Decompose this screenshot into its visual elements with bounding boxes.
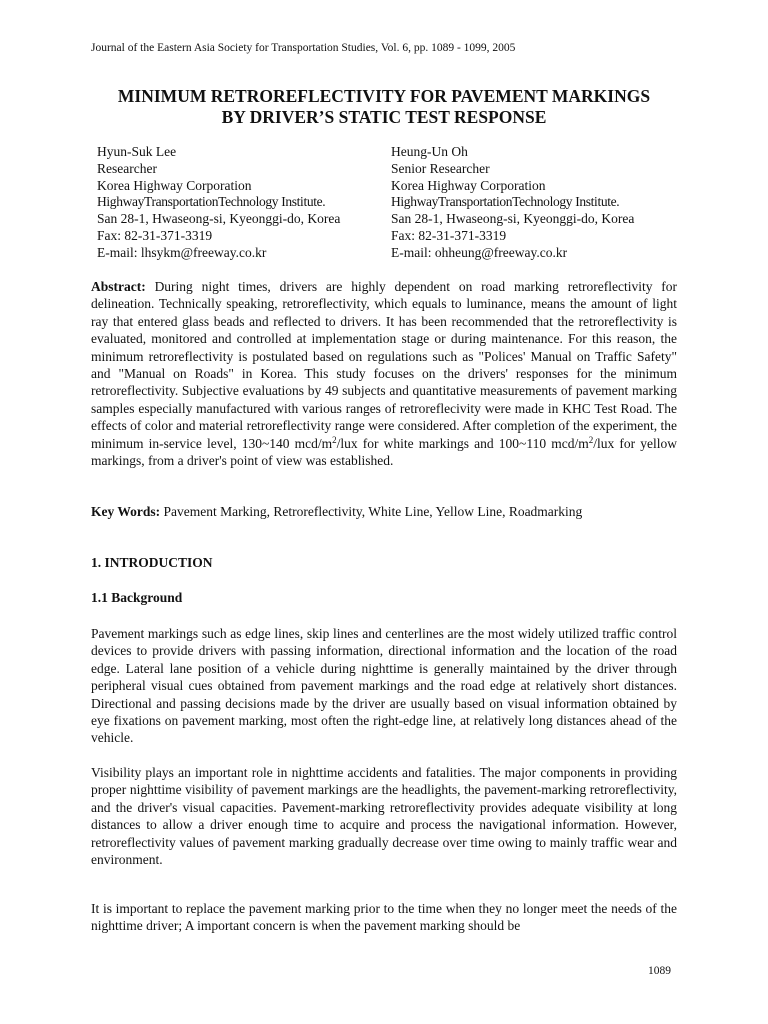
body-paragraph: It is important to replace the pavement marking prior to the time when they no longer meet the needs of the nighttime driver; A important concern is when the pavement marking should be <box>91 901 677 934</box>
title-line: MINIMUM RETROREFLECTIVITY FOR PAVEMENT MARKINGS <box>117 86 651 106</box>
subsection-heading: 1.1 Background <box>91 590 183 605</box>
keywords-text: Pavement Marking, Retroreflectivity, White Line, Yellow Line, Roadmarking <box>163 504 583 519</box>
title-line: BY DRIVER’S STATIC TEST RESPONSE <box>221 107 547 127</box>
author-institute: HighwayTransportationTechnology Institute. <box>97 194 326 210</box>
abstract-text: During night times, drivers are highly dependent on road marking retroreflectivity for delineation. Technically speaking, retroreflectivity, which equals to luminance, means the amount of light ray that entered glass beads and reflected to drivers. It has been recommended that the retroreflectivity is evaluated, monitored and controlled at implementation stage or during maintenance. For this reason, the minimum retroreflectivity is postulated based on regulations such as "Polices' Manual on Traffic Safety" and "Manual on Roads" in Korea. This study focuses on the drivers' responses for the minimum retroreflectivity. Subjective evaluations by 49 subjects and quantitative measurements of pavement marking samples especially manufactured with various ranges of retroreflecivity were made in KHC Test Road. The effects of color and material retroreflectivity range were considered. After completion of the experiment, the minimum in-service level, 130~140 mcd/m <box>91 279 678 451</box>
author-email: E-mail: ohheung@freeway.co.kr <box>391 244 568 260</box>
author-fax: Fax: 82-31-371-3319 <box>391 227 507 243</box>
author-address: San 28-1, Hwaseong-si, Kyeonggi-do, Korea <box>391 211 635 227</box>
paper-title <box>91 86 677 128</box>
author-email: E-mail: lhsykm@freeway.co.kr <box>97 244 267 260</box>
page-number: 1089 <box>648 965 671 977</box>
author-position: Researcher <box>97 160 157 176</box>
body-paragraph: Pavement markings such as edge lines, skip lines and centerlines are the most widely utilized traffic control devices to provide drivers with passing information, directional information and the location of the road edge. Lateral lane position of a vehicle during nighttime is generally maintained by the driver through peripheral visual cues obtained from pavement markings and the road edge at relatively short distances. Directional and passing decisions made by the driver are usually based on visual information obtained by eye fixations on pavement marking, most often the right-edge line, at relatively long distances ahead of the vehicle. <box>91 626 677 746</box>
journal-reference: Journal of the Eastern Asia Society for Transportation Studies, Vol. 6, pp. 1089 - 1099, 2005 <box>91 42 516 54</box>
author-institute: HighwayTransportationTechnology Institute. <box>391 194 620 210</box>
author-name: Heung-Un Oh <box>391 144 468 159</box>
body-paragraph: Visibility plays an important role in nighttime accidents and fatalities. The major components in providing proper nighttime visibility of pavement markings are the headlights, the pavement-marking retroreflectivity, and the driver's visual capacities. Pavement-marking retroreflectivity provides adequate visibility at long distances to allow a driver enough time to acquire and process the navigational information. However, retroreflectivity values of pavement marking gradually decrease over time owing to mainly traffic wear and environment. <box>91 765 677 868</box>
abstract <box>91 278 677 469</box>
superscript: 2 <box>332 434 337 445</box>
author-name: Hyun-Suk Lee <box>97 144 177 159</box>
abstract-label: Abstract: <box>91 279 146 294</box>
author-address: San 28-1, Hwaseong-si, Kyeonggi-do, Korea <box>97 211 341 227</box>
author-organization: Korea Highway Corporation <box>97 177 252 193</box>
author-position: Senior Researcher <box>391 160 490 176</box>
superscript: 2 <box>588 434 594 445</box>
author-organization: Korea Highway Corporation <box>391 177 546 193</box>
keywords <box>91 503 677 520</box>
author-block-2 <box>391 144 681 262</box>
author-fax: Fax: 82-31-371-3319 <box>97 227 213 243</box>
abstract-text: /lux for white markings and 100~110 mcd/m <box>336 435 589 451</box>
author-block-1 <box>97 144 382 262</box>
abstract-text: /lux for yellow markings, from a driver's point of view was established. <box>91 435 677 469</box>
section-heading: 1. INTRODUCTION <box>91 555 213 570</box>
keywords-label: Key Words: <box>91 504 161 519</box>
